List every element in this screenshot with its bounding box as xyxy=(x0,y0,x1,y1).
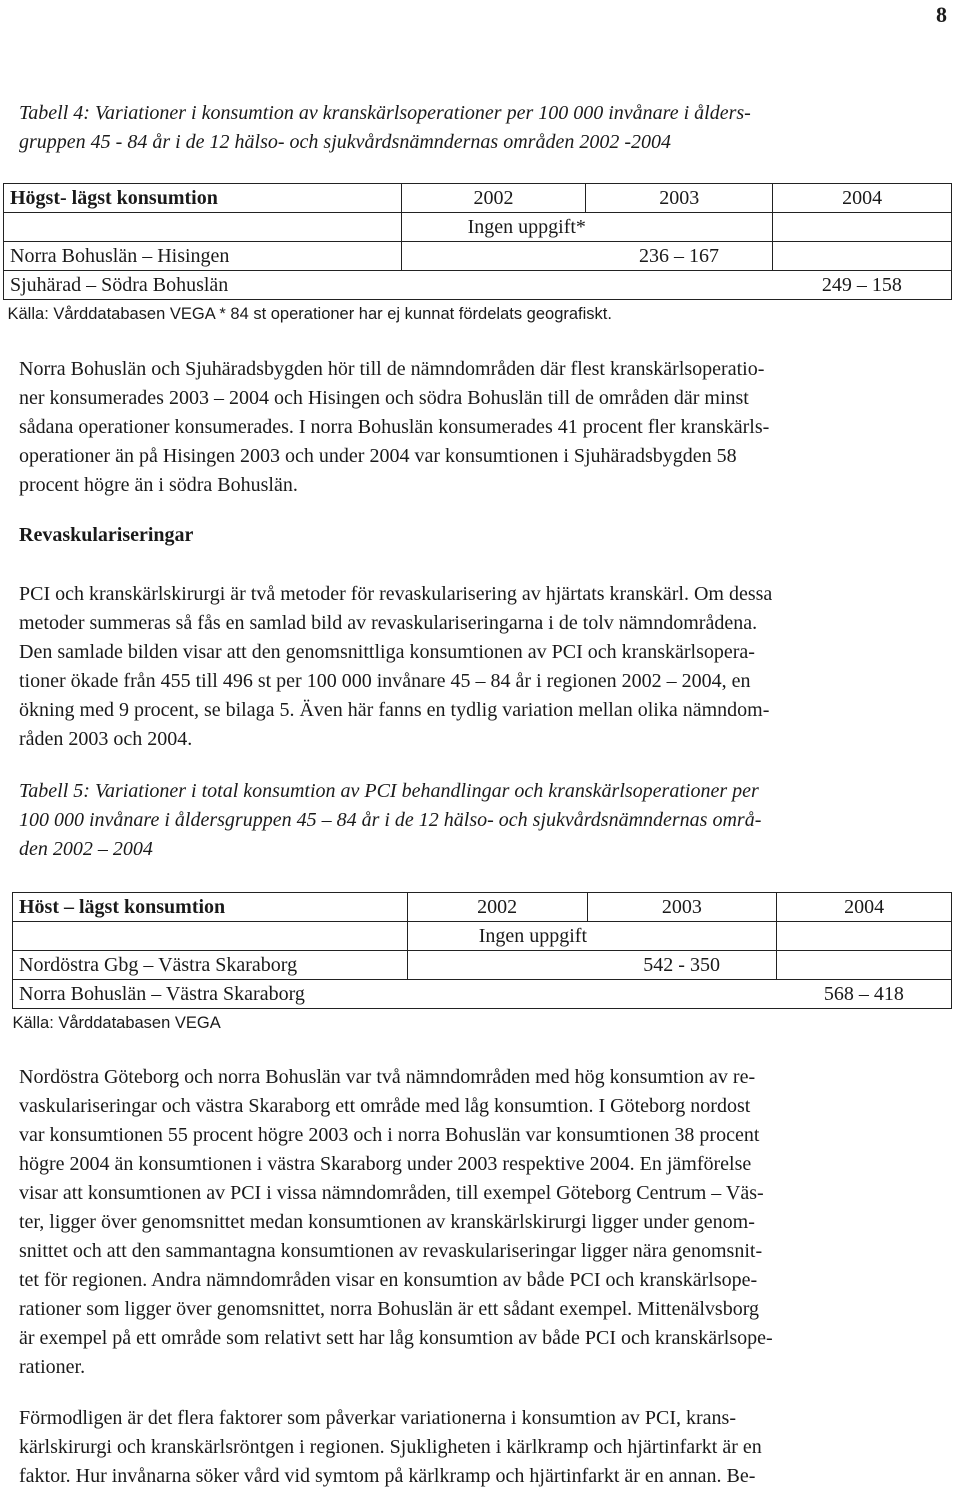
cell-2003: 236 – 167 xyxy=(586,242,773,271)
caption-line: 100 000 invånare i åldersgruppen 45 – 84 år i de 12 hälso- och sjukvårdsnämndernas områ- xyxy=(19,809,762,831)
cell-2004 xyxy=(777,922,952,951)
row-label xyxy=(4,213,402,242)
text-line: ökning med 9 procent, se bilaga 5. Även här fanns en tydlig variation mellan olika nämndom- xyxy=(19,699,770,721)
table-row xyxy=(4,271,952,300)
text-line: sådana operationer konsumerades. I norra Bohuslän konsumerades 41 procent fler kranskärls- xyxy=(19,416,770,438)
text-line: metoder summeras så fås en samlad bild av revaskulariseringarna i de tolv nämndområdena. xyxy=(19,612,758,634)
text-line: vaskulariseringar och västra Skaraborg ett område med låg konsumtion. I Göteborg nordost xyxy=(19,1095,751,1117)
row-label: Sjuhärad – Södra Bohuslän xyxy=(4,271,402,300)
text-line: Den samlade bilden visar att den genomsnittliga konsumtionen av PCI och kranskärlsopera- xyxy=(19,641,755,663)
text-line: Nordöstra Göteborg och norra Bohuslän var två nämndområden med hög konsumtion av re- xyxy=(19,1066,756,1088)
cell-2002 xyxy=(401,242,586,271)
row-label: Norra Bohuslän – Hisingen xyxy=(4,242,402,271)
page-number: 8 xyxy=(936,2,947,27)
text-line: tioner ökade från 455 till 496 st per 100 000 invånare 45 – 84 år i regionen 2002 – 2004, en xyxy=(19,670,751,692)
text-line: tet för regionen. Andra nämndområden visar en konsumtion av både PCI och kranskärlsope- xyxy=(19,1269,758,1291)
cell-2004 xyxy=(777,951,952,980)
caption-line: gruppen 45 - 84 år i de 12 hälso- och sjukvårdsnämndernas områden 2002 -2004 xyxy=(19,131,671,153)
cell-2002 xyxy=(407,980,587,1009)
cell-2003 xyxy=(587,980,777,1009)
text-line: ner konsumerades 2003 – 2004 och Hisingen och södra Bohuslän till de områden där minst xyxy=(19,387,749,409)
cell-2003: 542 - 350 xyxy=(587,951,777,980)
table-row xyxy=(13,951,952,980)
table5-source: Källa: Vårddatabasen VEGA xyxy=(12,1014,221,1032)
table-row xyxy=(4,242,952,271)
cell-2002: Ingen uppgift xyxy=(407,922,587,951)
paragraph-1 xyxy=(19,355,944,500)
table-row xyxy=(4,213,952,242)
text-line: Förmodligen är det flera faktorer som påverkar variationerna i konsumtion av PCI, krans- xyxy=(19,1407,737,1429)
text-line: snittet och att den sammantagna konsumtionen av revaskulariseringar ligger nära genomsnit- xyxy=(19,1240,763,1262)
paragraph-4 xyxy=(19,1404,944,1491)
table-row xyxy=(13,980,952,1009)
table-source-row xyxy=(13,1009,952,1038)
text-line: rationer som ligger över genomsnittet, norra Bohuslän är ett sådant exempel. Mittenälvsborg xyxy=(19,1298,759,1320)
text-line: råden 2003 och 2004. xyxy=(19,728,193,750)
header-cell: Höst – lägst konsumtion xyxy=(13,893,408,922)
header-cell: 2002 xyxy=(407,893,587,922)
header-cell: 2004 xyxy=(777,893,952,922)
header-cell: 2003 xyxy=(586,184,773,213)
paragraph-2 xyxy=(19,580,944,754)
text-line: ter, ligger över genomsnittet medan konsumtionen av kranskärlskirurgi ligger under genom- xyxy=(19,1211,755,1233)
table4 xyxy=(3,183,952,328)
text-line: faktor. Hur invånarna söker vård vid symtom på kärlkramp och hjärtinfarkt är en annan. Be- xyxy=(19,1465,756,1487)
cell-2003 xyxy=(586,213,773,242)
cell-2004: 249 – 158 xyxy=(773,271,952,300)
caption-line: den 2002 – 2004 xyxy=(19,838,153,860)
row-label xyxy=(13,922,408,951)
paragraph-3 xyxy=(19,1063,944,1382)
text-line: procent högre än i södra Bohuslän. xyxy=(19,474,298,496)
text-line: var konsumtionen 55 procent högre 2003 och i norra Bohuslän var konsumtionen 38 procent xyxy=(19,1124,760,1146)
text-line: är exempel på ett område som relativt sett har låg konsumtion av både PCI och kranskärlsope- xyxy=(19,1327,773,1349)
cell-2004 xyxy=(773,242,952,271)
cell-2004 xyxy=(773,213,952,242)
text-line: rationer. xyxy=(19,1356,86,1378)
header-cell: 2002 xyxy=(401,184,586,213)
cell-2002 xyxy=(401,271,586,300)
cell-2004: 568 – 418 xyxy=(777,980,952,1009)
table-header-row xyxy=(13,893,952,922)
cell-2003 xyxy=(586,271,773,300)
table4-caption xyxy=(19,99,944,157)
table-row xyxy=(13,922,952,951)
caption-line: Tabell 4: Variationer i konsumtion av kranskärlsoperationer per 100 000 invånare i ålders- xyxy=(19,102,751,124)
table-source-row xyxy=(4,300,952,329)
text-line: operationer än på Hisingen 2003 och under 2004 var konsumtionen i Sjuhäradsbygden 58 xyxy=(19,445,737,467)
section-heading: Revaskulariseringar xyxy=(19,524,194,546)
text-line: Norra Bohuslän och Sjuhäradsbygden hör till de nämndområden där flest kranskärlsoperatio- xyxy=(19,358,765,380)
table4-source: Källa: Vårddatabasen VEGA * 84 st operationer har ej kunnat fördelats geografiskt. xyxy=(7,305,612,323)
row-label: Nordöstra Gbg – Västra Skaraborg xyxy=(13,951,408,980)
text-line: högre 2004 än konsumtionen i västra Skaraborg under 2003 respektive 2004. En jämförelse xyxy=(19,1153,752,1175)
text-line: visar att konsumtionen av PCI i vissa nämndområden, till exempel Göteborg Centrum – Väs- xyxy=(19,1182,764,1204)
text-line: kärlskirurgi och kranskärlsröntgen i regionen. Sjukligheten i kärlkramp och hjärtinfarkt är en xyxy=(19,1436,762,1458)
caption-line: Tabell 5: Variationer i total konsumtion av PCI behandlingar och kranskärlsoperationer per xyxy=(19,780,759,802)
text-line: PCI och kranskärlskirurgi är två metoder för revaskularisering av hjärtats kranskärl. Om dessa xyxy=(19,583,773,605)
cell-2002 xyxy=(407,951,587,980)
table5-caption xyxy=(19,777,944,864)
row-label: Norra Bohuslän – Västra Skaraborg xyxy=(13,980,408,1009)
header-cell: 2003 xyxy=(587,893,777,922)
table-header-row xyxy=(4,184,952,213)
table5 xyxy=(12,892,952,1037)
cell-2003 xyxy=(587,922,777,951)
cell-2002: Ingen uppgift* xyxy=(401,213,586,242)
header-cell: Högst- lägst konsumtion xyxy=(4,184,402,213)
header-cell: 2004 xyxy=(773,184,952,213)
